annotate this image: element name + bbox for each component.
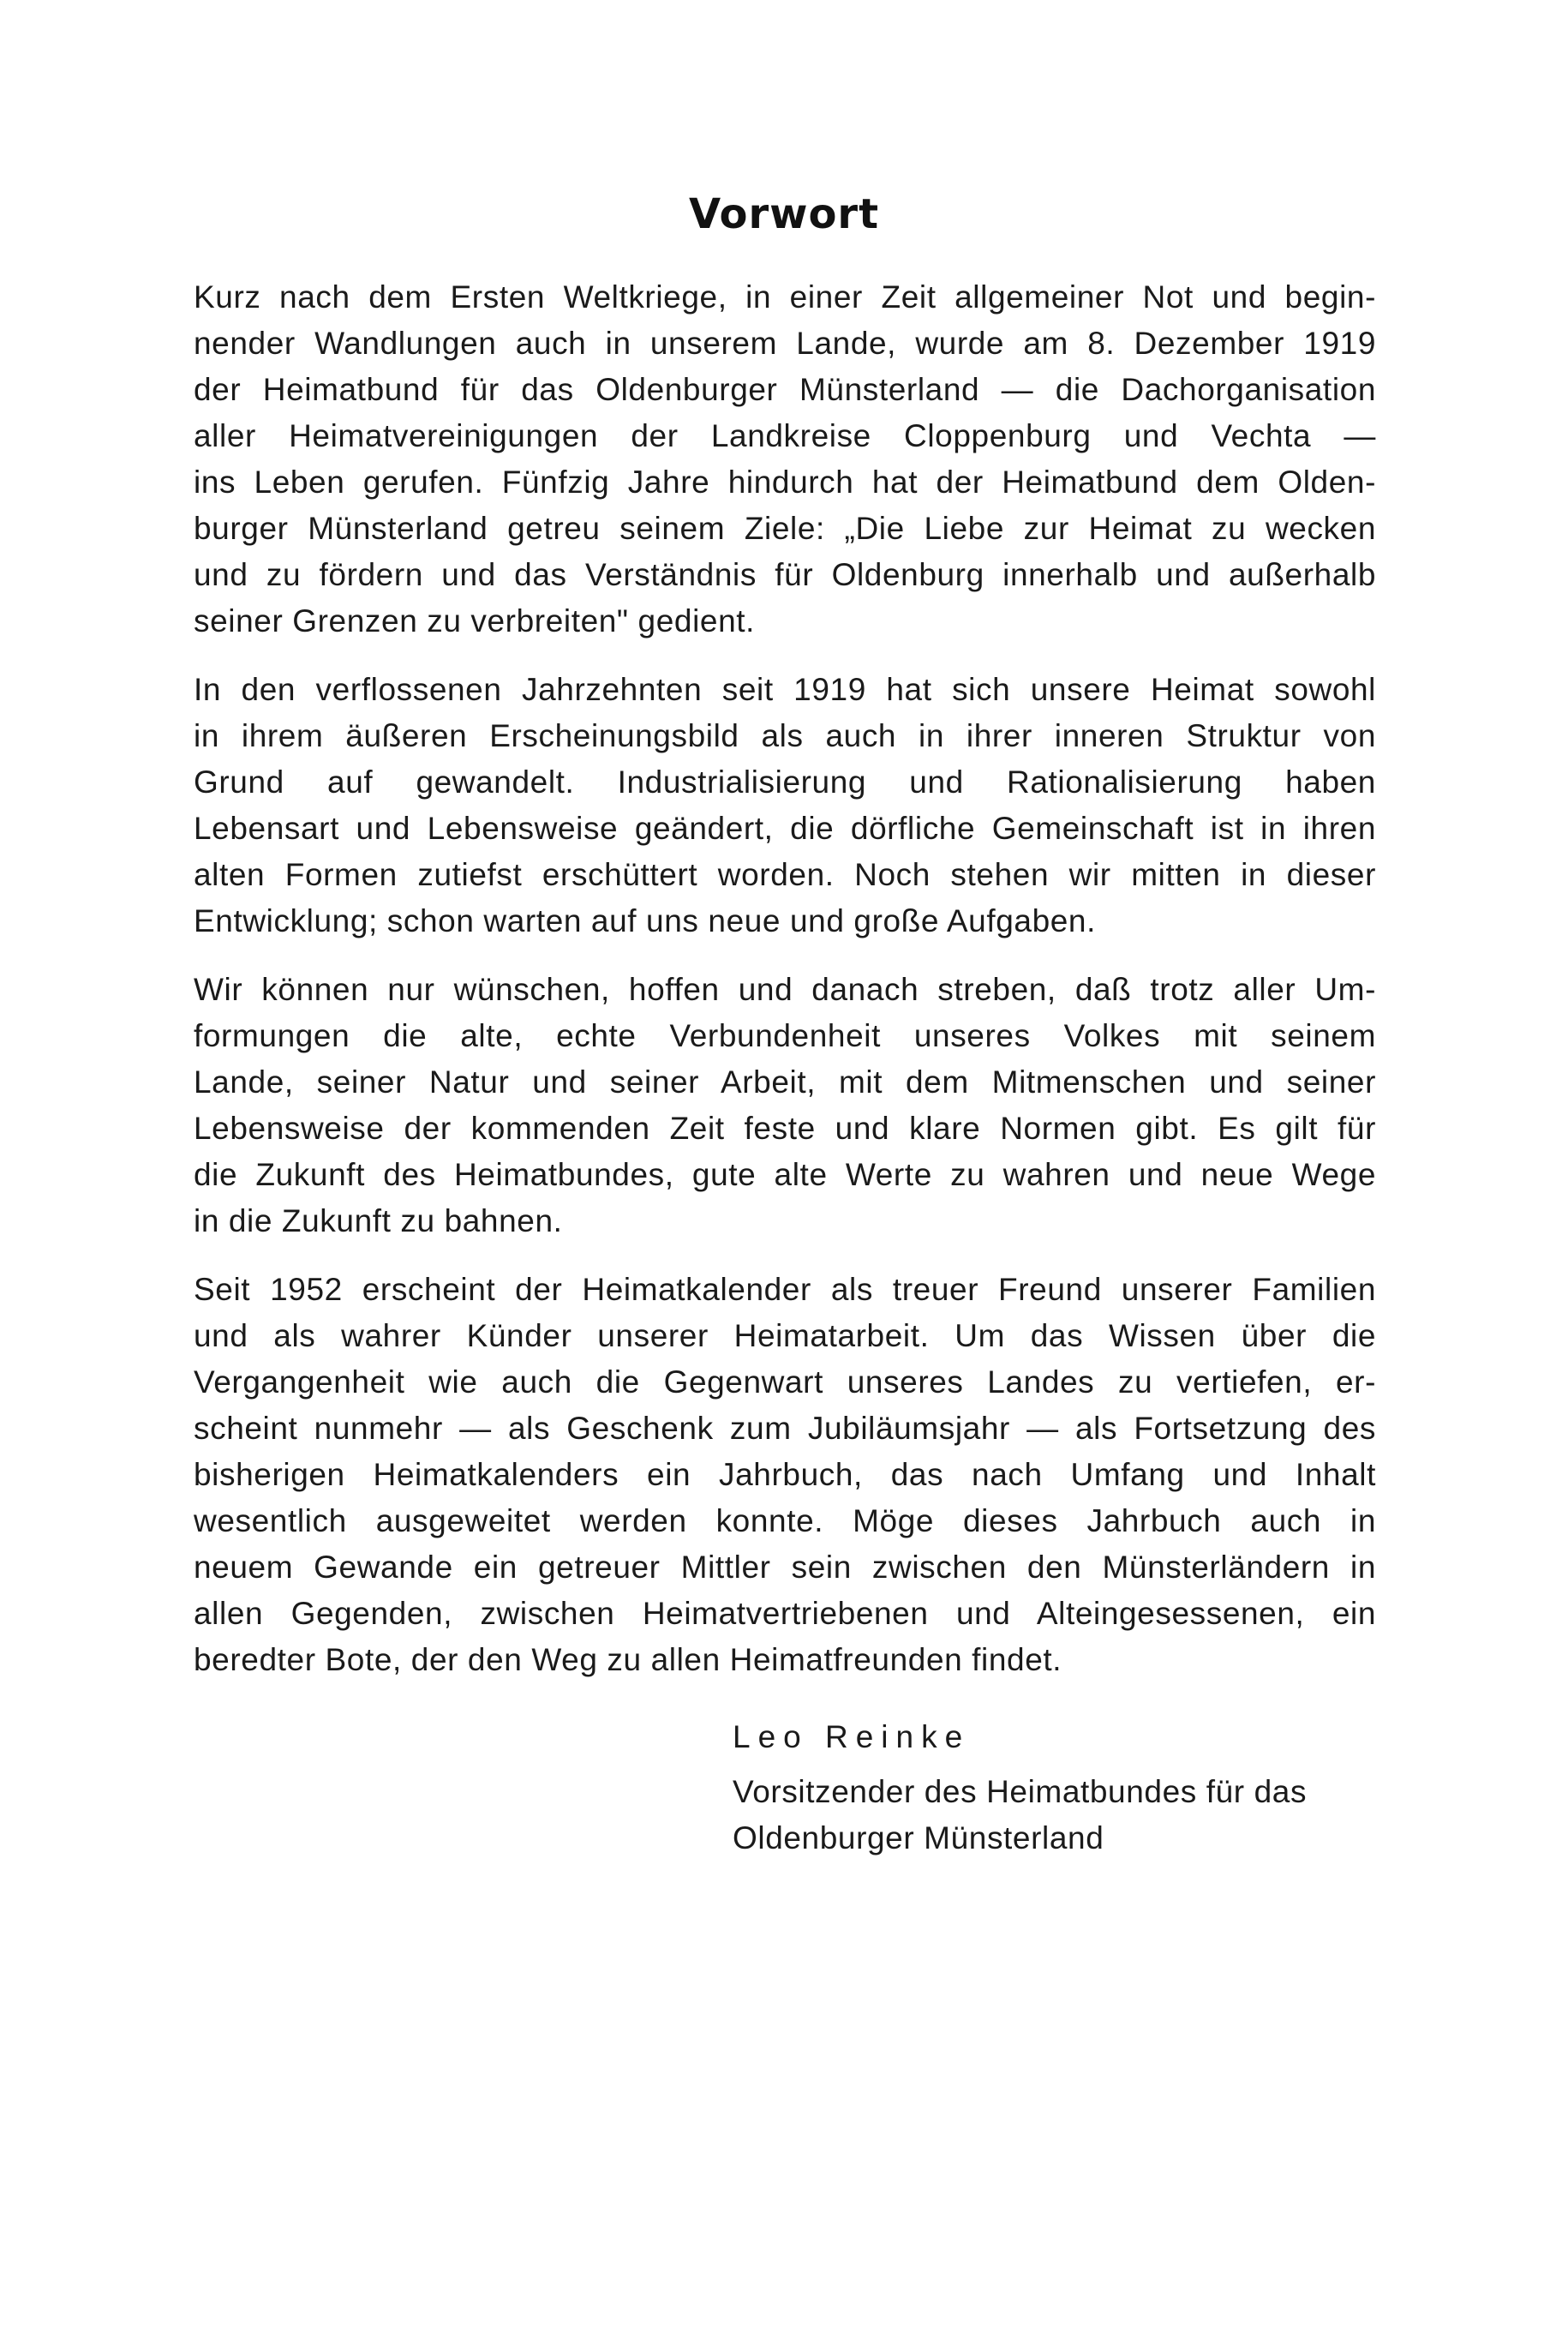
text-line: Kurz nach dem Ersten Weltkriege, in einer Zeit allgemeiner Not und begin- — [194, 279, 1376, 315]
signature-block — [733, 1714, 1307, 1861]
text-line: neuem Gewande ein getreuer Mittler sein zwischen den Münsterländern in — [194, 1550, 1376, 1585]
text-line: seiner Grenzen zu verbreiten" gedient. — [194, 603, 756, 638]
text-line: Wir können nur wünschen, hoffen und danach streben, daß trotz aller Um- — [194, 972, 1376, 1007]
text-line: Vergangenheit wie auch die Gegenwart unseres Landes zu vertiefen, er- — [194, 1364, 1376, 1400]
paragraph-1 — [194, 274, 1376, 644]
text-line: aller Heimatvereinigungen der Landkreise Cloppenburg und Vechta — — [194, 418, 1376, 453]
text-line: Lande, seiner Natur und seiner Arbeit, mit dem Mitmenschen und seiner — [194, 1064, 1376, 1100]
text-line: ins Leben gerufen. Fünfzig Jahre hindurch hat der Heimatbund dem Olden- — [194, 465, 1376, 500]
text-line: burger Münsterland getreu seinem Ziele: „Die Liebe zur Heimat zu wecken — [194, 511, 1376, 546]
text-line: nender Wandlungen auch in unserem Lande, wurde am 8. Dezember 1919 — [194, 326, 1376, 361]
paragraph-2 — [194, 667, 1376, 944]
text-line: In den verflossenen Jahrzehnten seit 1919 hat sich unsere Heimat sowohl — [194, 672, 1376, 707]
text-line: die Zukunft des Heimatbundes, gute alte Werte zu wahren und neue Wege — [194, 1157, 1376, 1192]
text-line: Lebensweise der kommenden Zeit feste und klare Normen gibt. Es gilt für — [194, 1111, 1376, 1146]
text-line: beredter Bote, der den Weg zu allen Heimatfreunden findet. — [194, 1642, 1062, 1677]
text-line: und zu fördern und das Verständnis für Oldenburg innerhalb und außerhalb — [194, 557, 1376, 592]
text-line: und als wahrer Künder unserer Heimatarbeit. Um das Wissen über die — [194, 1318, 1376, 1353]
text-line: formungen die alte, echte Verbundenheit unseres Volkes mit seinem — [194, 1018, 1376, 1053]
text-line: scheint nunmehr — als Geschenk zum Jubiläumsjahr — als Fortsetzung des — [194, 1411, 1376, 1446]
text-line: der Heimatbund für das Oldenburger Münsterland — die Dachorganisation — [194, 372, 1376, 407]
foreword-body — [194, 274, 1376, 1706]
text-line: Seit 1952 erscheint der Heimatkalender als treuer Freund unserer Familien — [194, 1272, 1376, 1307]
text-line: allen Gegenden, zwischen Heimatvertriebenen und Alteingesessenen, ein — [194, 1596, 1376, 1631]
text-line: alten Formen zutiefst erschüttert worden. Noch stehen wir mitten in dieser — [194, 857, 1376, 892]
text-line: Entwicklung; schon warten auf uns neue und große Aufgaben. — [194, 903, 1096, 938]
signatory-name: Leo Reinke — [733, 1719, 971, 1754]
signatory-role: Oldenburger Münsterland — [733, 1820, 1104, 1855]
text-line: Grund auf gewandelt. Industrialisierung und Rationalisierung haben — [194, 764, 1376, 800]
page-title: Vorwort — [688, 190, 880, 238]
text-line: bisherigen Heimatkalenders ein Jahrbuch, das nach Umfang und Inhalt — [194, 1457, 1376, 1492]
text-line: wesentlich ausgeweitet werden konnte. Möge dieses Jahrbuch auch in — [194, 1503, 1376, 1538]
signatory-role: Vorsitzender des Heimatbundes für das — [733, 1774, 1308, 1809]
text-line: in ihrem äußeren Erscheinungsbild als auch in ihrer inneren Struktur von — [194, 718, 1376, 753]
paragraph-4 — [194, 1267, 1376, 1683]
paragraph-3 — [194, 967, 1376, 1244]
text-line: Lebensart und Lebensweise geändert, die dörfliche Gemeinschaft ist in ihren — [194, 811, 1376, 846]
text-line: in die Zukunft zu bahnen. — [194, 1203, 563, 1238]
